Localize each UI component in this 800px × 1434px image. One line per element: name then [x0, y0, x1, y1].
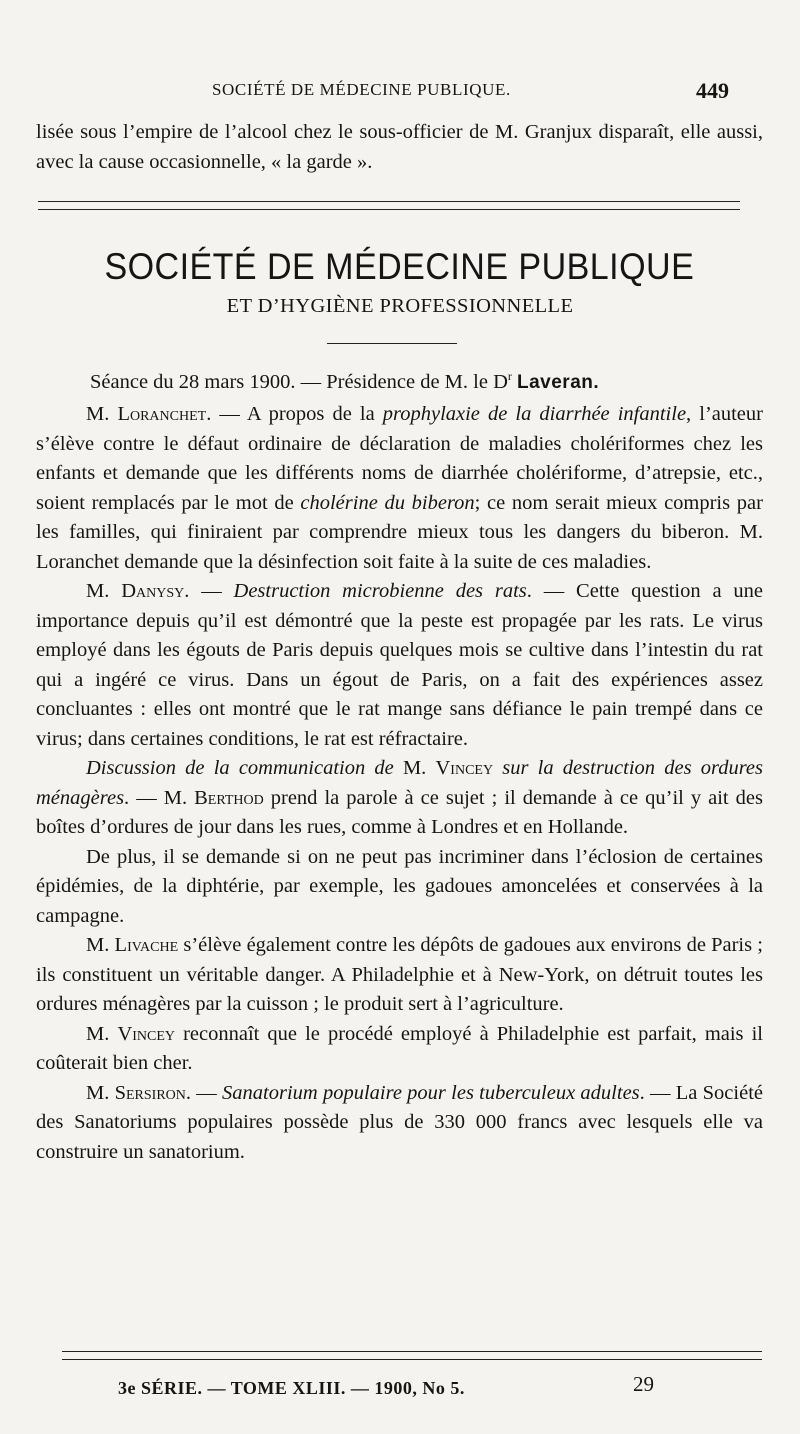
paragraph-text: reconnaît que le procédé employé à Philadelphie est parfait, mais il coûterait bien cher. — [36, 1022, 764, 1074]
lead-text: . — — [185, 1081, 223, 1104]
speaker-title: M. — [393, 757, 436, 779]
lead-text: . — M. — [124, 786, 195, 809]
short-rule-divider — [327, 343, 457, 344]
speaker-name: Loranchet — [117, 403, 207, 425]
paragraph-danysy — [36, 577, 763, 754]
paragraph-de-plus: De plus, il se demande si on ne peut pas incriminer dans l’éclosion de certaines épidémies, de la diphtérie, par exemple, les gadoues amoncelées et conservées à la campagne. — [36, 845, 763, 927]
speaker-name: Livache — [114, 934, 179, 956]
paragraph-sersiron — [36, 1079, 763, 1168]
page-number: 449 — [696, 78, 729, 103]
speaker-title: M. — [86, 1081, 115, 1104]
topic-text: Destruction microbienne des rats — [233, 580, 527, 602]
speaker-title: M. — [86, 1022, 118, 1045]
section-title: SOCIÉTÉ DE MÉDECINE PUBLIQUE — [104, 246, 695, 287]
paragraph-text: ; ce nom serait mieux compris par les familles, qui finiraient par comprendre mieux tous les dangers du biberon. M. Loranchet demande que la désinfection soit faite à la suite de ces maladies. — [36, 491, 763, 573]
paragraph-loranchet — [36, 400, 763, 577]
paragraph-text: prend la parole à ce sujet ; il demande à ce qu’il y ait des boîtes d’ordures de jour dans les rues, comme à Londres et en Hollande. — [36, 786, 763, 838]
speaker-name: Vincey — [435, 757, 494, 779]
paragraph-text: s’élève également contre les dépôts de gadoues aux environs de Paris ; ils constituent un véritable danger. A Philadelphie et à New-York, on détruit toutes les ordures ménagères par la cuisson ; le produit sert à l’agriculture. — [36, 934, 763, 1015]
president-name: Laveran. — [517, 372, 600, 393]
page-footer — [0, 1368, 800, 1408]
paragraph-text: . — Cette question a une importance depuis qu’il est démontré que la peste est propagée par les rats. Le virus employé dans les égouts de Paris depuis quelques mois se cultive dans l’intestin du rat qui a ingéré ce virus. Dans un égout de Paris, on a fait des expériences assez concluantes : elles ont montré que le rat mange sans défiance le pain trempé dans ce virus; dans certaines conditions, le rat est réfractaire. — [36, 580, 763, 750]
paragraph-text: . — La Société des Sanatoriums populaires possède plus de 330 000 francs avec lesquels elle va construire un sanatorium. — [36, 1081, 763, 1163]
lead-text: . — A propos de la — [206, 403, 383, 425]
speaker-title: M. — [86, 403, 118, 425]
carry-over-text — [36, 118, 763, 177]
paragraph-vincey — [36, 1020, 763, 1079]
running-title: SOCIÉTÉ DE MÉDECINE PUBLIQUE. — [212, 80, 511, 99]
speaker-name: Sersiron — [114, 1081, 186, 1104]
topic-text: Discussion de la communication de — [86, 757, 394, 779]
topic-text: sur la destruction des ordures ménagères — [36, 757, 763, 809]
footer-series-info: 3e SÉRIE. — TOME XLIII. — 1900, No 5. — [118, 1378, 465, 1398]
carry-over-paragraph: lisée sous l’empire de l’alcool chez le sous-officier de M. Granjux disparaît, elle aussi, avec la cause occasionnelle, « la garde ». — [36, 121, 763, 173]
speaker-name: Vincey — [117, 1022, 176, 1045]
topic-text: prophylaxie de la diarrhée infantile — [382, 403, 687, 425]
speaker-name: Danysy — [121, 580, 185, 602]
minutes-body — [36, 400, 763, 1167]
lead-text: . — — [184, 580, 234, 602]
footer-double-rule — [62, 1351, 762, 1360]
paragraph-text: , l’auteur s’élève contre le défaut ordinaire de déclaration de maladies cholériformes chez les enfants et demande que les différents noms de diarrhée cholériforme, d’atrepsie, etc., soient remplacés par le mot de — [36, 403, 763, 514]
seance-prefix: Séance du 28 mars 1900. — Présidence de M. le D — [90, 371, 508, 393]
signature-mark: 29 — [633, 1372, 654, 1396]
term-text: cholérine du biberon — [300, 491, 475, 514]
double-rule-divider — [38, 201, 740, 210]
section-subtitle: ET D’HYGIÈNE PROFESSIONNELLE — [226, 295, 574, 317]
seance-line — [90, 371, 599, 394]
paragraph-discussion — [36, 754, 763, 843]
seance-sup: r — [507, 369, 512, 383]
speaker-name: Berthod — [194, 786, 264, 809]
paragraph-livache — [36, 931, 763, 1020]
running-head — [0, 78, 800, 108]
topic-text: Sanatorium populaire pour les tuberculeux adultes — [222, 1081, 640, 1104]
speaker-title: M. — [86, 580, 122, 602]
speaker-title: M. — [86, 934, 115, 956]
